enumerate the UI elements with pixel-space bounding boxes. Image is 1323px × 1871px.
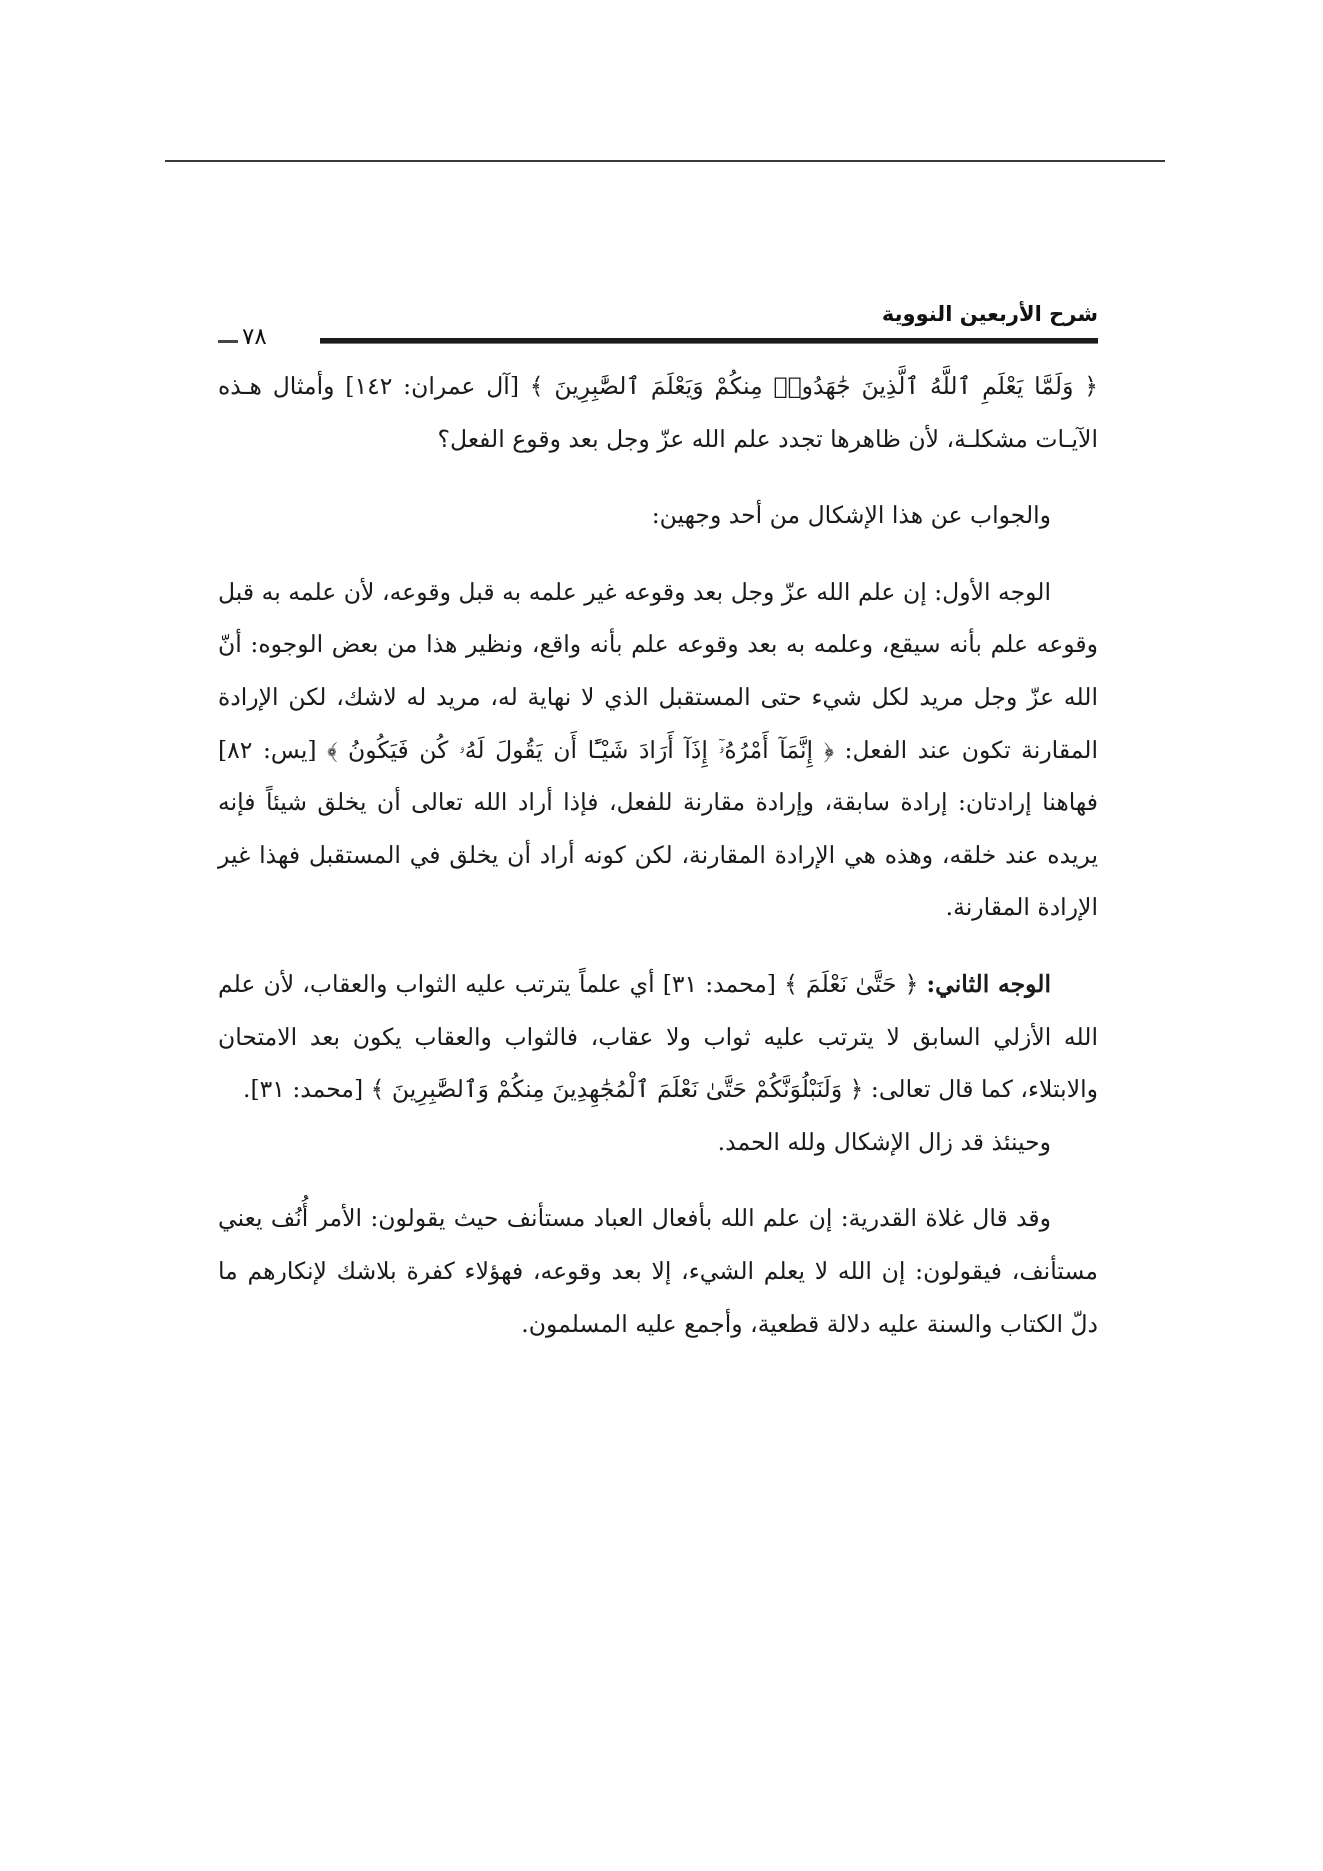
paragraph-4 xyxy=(218,958,1098,1116)
running-title: شرح الأربعين النووية xyxy=(881,302,1098,326)
paragraph-5 xyxy=(218,1116,1098,1169)
paragraph-2-text: والجواب عن هذا الإشكال من أحد وجهين: xyxy=(651,501,1051,530)
paragraph-6-text: وقد قال غلاة القدرية: إن علم الله بأفعال العباد مستأنف حيث يقولون: الأمر أُنُف يعني مستأنف، فيقولون: إن الله لا يعلم الشيء، إلا بعد وقوعه، فهؤلاء كفرة بلاشك لإنكارهم ما دلّ الكتاب والسنة عليه دلالة قطعية، وأجمع عليه المسلمون. xyxy=(218,1204,1098,1338)
header-rule xyxy=(320,338,1098,344)
page-number: ٧٨ xyxy=(242,324,267,350)
paragraph-4-lead: الوجه الثاني: xyxy=(926,969,1051,998)
paragraph-1-text: ﴿ وَلَمَّا يَعْلَمِ ٱللَّهُ ٱلَّذِينَ جَٰهَدُوا۟ مِنكُمْ وَيَعْلَمَ ٱلصَّٰبِرِينَ ﴾ [آل عمران: ١٤٢] وأمثال هـذه الآيـات مشكلـة، لأن ظاهرها تجدد علم الله عزّ وجل بعد وقوع الفعل؟ xyxy=(218,372,1098,453)
book-page xyxy=(218,296,1098,1350)
paragraph-2 xyxy=(218,489,1098,542)
scan-top-rule xyxy=(165,160,1165,162)
header-rule-tick xyxy=(218,340,238,343)
running-header xyxy=(218,296,1098,348)
paragraph-3 xyxy=(218,566,1098,934)
paragraph-6 xyxy=(218,1192,1098,1350)
body-text xyxy=(218,360,1098,1350)
paragraph-3-text: الوجه الأول: إن علم الله عزّ وجل بعد وقوعه غير علمه به قبل وقوعه، لأن علمه به قبل وقوعه علم بأنه سيقع، وعلمه به بعد وقوعه علم بأنه واقع، ونظير هذا من بعض الوجوه: أنّ الله عزّ وجل مريد لكل شيء حتى المستقبل الذي لا نهاية له، مريد له لاشك، لكن الإرادة المقارنة تكون عند الفعل: ﴿ إِنَّمَآ أَمْرُهُۥٓ إِذَآ أَرَادَ شَيْـًٔا أَن يَقُولَ لَهُۥ كُن فَيَكُونُ ﴾ [يس: ٨٢] فهاهنا إرادتان: إرادة سابقة، وإرادة مقارنة للفعل، فإذا أراد الله تعالى أن يخلق شيئاً فإنه يريده عند خلقه، وهذه هي الإرادة المقارنة، لكن كونه أراد أن يخلق في المستقبل فهذا غير الإرادة المقارنة. xyxy=(218,577,1098,922)
paragraph-1 xyxy=(218,360,1098,465)
paragraph-5-text: وحينئذ قد زال الإشكال ولله الحمد. xyxy=(717,1127,1051,1156)
paragraph-4-text: ﴿ حَتَّىٰ نَعْلَمَ ﴾ [محمد: ٣١] أي علماً يترتب عليه الثواب والعقاب، لأن علم الله الأزلي السابق لا يترتب عليه ثواب ولا عقاب، فالثواب والعقاب يكون بعد الامتحان والابتلاء، كما قال تعالى: ﴿ وَلَنَبْلُوَنَّكُمْ حَتَّىٰ نَعْلَمَ ٱلْمُجَٰهِدِينَ مِنكُمْ وَٱلصَّٰبِرِينَ ﴾ [محمد: ٣١]. xyxy=(218,969,1098,1104)
